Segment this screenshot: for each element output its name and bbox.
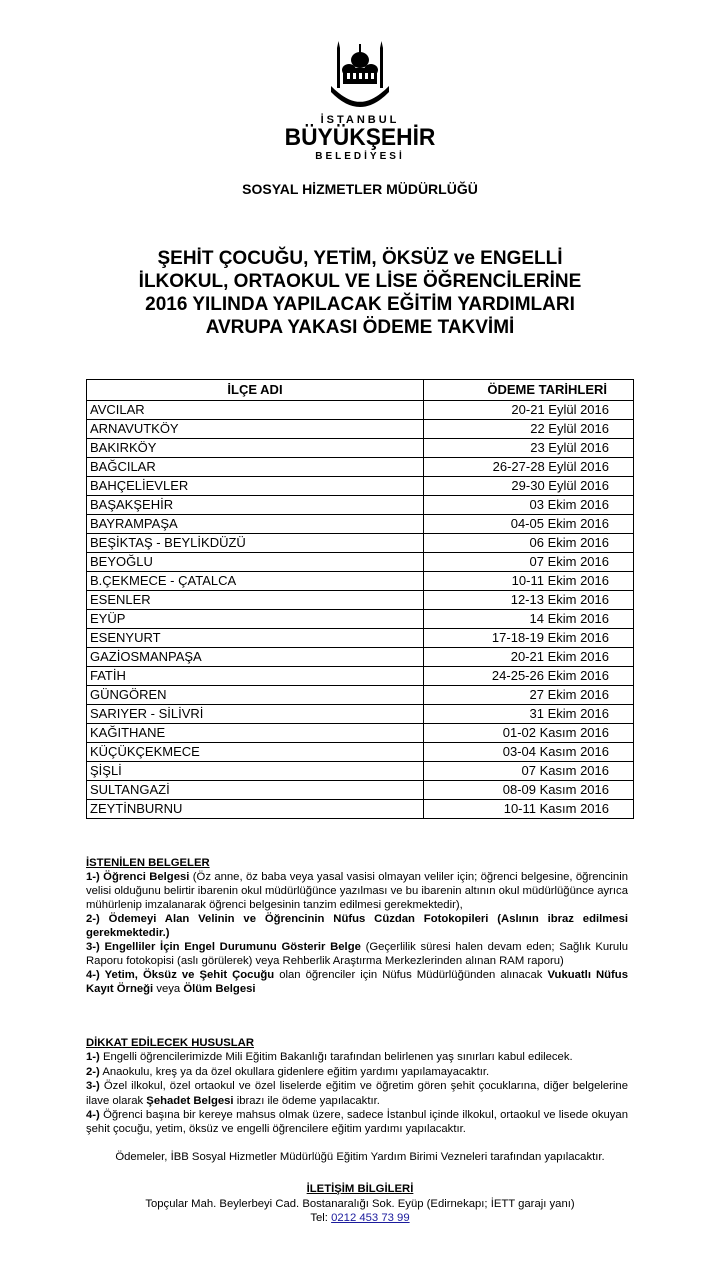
- title-line: İLKOKUL, ORTAOKUL VE LİSE ÖĞRENCİLERİNE: [138, 271, 582, 292]
- list-item: 2-) Ödemeyi Alan Velinin ve Öğrencinin Nüfus Cüzdan Fotokopileri (Aslının ibraz edilmesi gerekmektedir.): [86, 913, 628, 939]
- district-cell: SULTANGAZİ: [87, 781, 424, 800]
- district-cell: ARNAVUTKÖY: [87, 420, 424, 439]
- title-line: AVRUPA YAKASI ÖDEME TAKVİMİ: [205, 317, 515, 338]
- payment-date-cell: 14 Ekim 2016: [424, 610, 634, 629]
- payment-date-cell: 22 Eylül 2016: [424, 420, 634, 439]
- item-text: (Öz anne, öz baba veya yasal vasisi olmayan veliler için; öğrenci belgesine, öğrencinin velisi olduğunu belirtir ibarenin okul müdürlüğünce yazılması ve bu ibarenin altının okul müdürlüğünce ayrıca mühürlenip imzalanarak öğrenci belgesinin tanzim edilmesi gerekmektedir),: [86, 871, 629, 911]
- logo-text-bottom: BELEDİYESİ: [315, 151, 405, 162]
- list-item: [86, 940, 628, 968]
- section-heading: İLETİŞİM BİLGİLERİ: [306, 1183, 414, 1195]
- payment-date-cell: 29-30 Eylül 2016: [424, 477, 634, 496]
- payment-date-cell: 24-25-26 Ekim 2016: [424, 667, 634, 686]
- list-item: [86, 1065, 628, 1079]
- table-row: [87, 629, 634, 648]
- list-item: [86, 870, 628, 912]
- table-row: [87, 800, 634, 819]
- item-number: 3-): [86, 1080, 100, 1093]
- payment-date-cell: 08-09 Kasım 2016: [424, 781, 634, 800]
- item-title: 4-) Yetim, Öksüz ve Şehit Çocuğu: [86, 969, 275, 981]
- payment-date-cell: 10-11 Kasım 2016: [424, 800, 634, 819]
- logo-text-main: BÜYÜKŞEHİR: [284, 124, 436, 151]
- payment-date-cell: 12-13 Ekim 2016: [424, 591, 634, 610]
- section-heading: İSTENİLEN BELGELER: [86, 857, 210, 869]
- payment-date-cell: 10-11 Ekim 2016: [424, 572, 634, 591]
- notes-section: [86, 1036, 628, 1137]
- district-cell: FATİH: [87, 667, 424, 686]
- item-number: 2-): [86, 1065, 100, 1078]
- item-bold-text: Ölüm Belgesi: [183, 983, 256, 995]
- list-item: [86, 1079, 628, 1108]
- payment-date-cell: 31 Ekim 2016: [424, 705, 634, 724]
- item-bold-text: Vukuatlı Nüfus Kayıt Örneği: [86, 969, 628, 995]
- payment-date-cell: 07 Kasım 2016: [424, 762, 634, 781]
- table-row: [87, 762, 634, 781]
- payment-date-cell: 03-04 Kasım 2016: [424, 743, 634, 762]
- table-header-row: [87, 380, 634, 401]
- list-item: [86, 1108, 628, 1137]
- section-heading: DİKKAT EDİLECEK HUSUSLAR: [86, 1037, 254, 1049]
- department-name: SOSYAL HİZMETLER MÜDÜRLÜĞÜ: [242, 181, 478, 197]
- payment-date-cell: 20-21 Eylül 2016: [424, 401, 634, 420]
- payment-date-cell: 26-27-28 Eylül 2016: [424, 458, 634, 477]
- table-row: [87, 496, 634, 515]
- document-title: [0, 247, 720, 339]
- district-cell: ZEYTİNBURNU: [87, 800, 424, 819]
- payment-date-cell: 07 Ekim 2016: [424, 553, 634, 572]
- payment-schedule-table: [86, 379, 634, 819]
- table-row: [87, 553, 634, 572]
- table-row: [87, 610, 634, 629]
- district-cell: GAZİOSMANPAŞA: [87, 648, 424, 667]
- table-row: [87, 515, 634, 534]
- district-cell: B.ÇEKMECE - ÇATALCA: [87, 572, 424, 591]
- item-text: ibrazı ile ödeme yapılacaktır.: [236, 1094, 380, 1107]
- logo-text-top: İSTANBUL: [320, 114, 400, 126]
- item-text: Engelli öğrencilerimizde Mili Eğitim Bakanlığı tarafından belirlenen yaş sınırları kabul edilecek.: [102, 1051, 573, 1064]
- item-text: Anaokulu, kreş ya da özel okullara gidenlere eğitim yardımı yapılamayacaktır.: [102, 1065, 490, 1078]
- district-cell: BAHÇELİEVLER: [87, 477, 424, 496]
- table-row: [87, 458, 634, 477]
- table-row: [87, 648, 634, 667]
- district-cell: BAKIRKÖY: [87, 439, 424, 458]
- contact-phone-line: [0, 1211, 720, 1226]
- table-row: [87, 420, 634, 439]
- item-text: olan öğrenciler için Nüfus Müdürlüğünden alınacak: [279, 969, 543, 981]
- item-text: (Geçerlilik süresi halen devam eden; Sağlık Kurulu Raporu fotokopisi (aslı görülerek) veya Rehberlik Araştırma Merkezlerinden alınan RAM raporu): [86, 941, 628, 967]
- payment-date-cell: 03 Ekim 2016: [424, 496, 634, 515]
- district-cell: BAYRAMPAŞA: [87, 515, 424, 534]
- table-row: [87, 477, 634, 496]
- column-header-dates: ÖDEME TARİHLERİ: [424, 380, 634, 401]
- payment-date-cell: 17-18-19 Ekim 2016: [424, 629, 634, 648]
- district-cell: BAĞCILAR: [87, 458, 424, 477]
- district-cell: EYÜP: [87, 610, 424, 629]
- table-body: [87, 401, 634, 819]
- table-row: [87, 667, 634, 686]
- table-row: [87, 401, 634, 420]
- title-line: 2016 YILINDA YAPILACAK EĞİTİM YARDIMLARI: [145, 294, 575, 315]
- item-text: Özel ilkokul, özel ortaokul ve özel liselerde eğitim ve öğretim gören şehit çocuklarına, diğer belgelerine ilave olarak: [86, 1080, 628, 1107]
- item-bold-text: Şehadet Belgesi: [146, 1094, 234, 1107]
- list-item: [86, 1050, 628, 1064]
- payment-date-cell: 04-05 Ekim 2016: [424, 515, 634, 534]
- table-row: [87, 534, 634, 553]
- payment-date-cell: 27 Ekim 2016: [424, 686, 634, 705]
- title-line: ŞEHİT ÇOCUĞU, YETİM, ÖKSÜZ ve ENGELLİ: [157, 248, 563, 269]
- district-cell: BAŞAKŞEHİR: [87, 496, 424, 515]
- ibb-logo: [0, 40, 720, 162]
- district-cell: ŞİŞLİ: [87, 762, 424, 781]
- table-row: [87, 743, 634, 762]
- table-row: [87, 591, 634, 610]
- phone-label: Tel:: [310, 1212, 328, 1224]
- payment-date-cell: 06 Ekim 2016: [424, 534, 634, 553]
- district-cell: BEYOĞLU: [87, 553, 424, 572]
- district-cell: BEŞİKTAŞ - BEYLİKDÜZÜ: [87, 534, 424, 553]
- item-text: Öğrenci başına bir kereye mahsus olmak üzere, sadece İstanbul içinde ilkokul, ortaokul ve lisede okuyan şehit çocuğu, yetim, öksüz ve engelli öğrencilere eğitim yardımı yapılacaktır.: [86, 1109, 629, 1136]
- contact-section: [0, 1182, 720, 1226]
- table-row: [87, 724, 634, 743]
- district-cell: ESENYURT: [87, 629, 424, 648]
- phone-link[interactable]: 0212 453 73 99: [331, 1212, 410, 1224]
- table-row: [87, 439, 634, 458]
- item-text: veya: [156, 983, 181, 995]
- payment-date-cell: 23 Eylül 2016: [424, 439, 634, 458]
- district-cell: GÜNGÖREN: [87, 686, 424, 705]
- payment-date-cell: 01-02 Kasım 2016: [424, 724, 634, 743]
- district-cell: ESENLER: [87, 591, 424, 610]
- district-cell: KÜÇÜKÇEKMECE: [87, 743, 424, 762]
- table-row: [87, 705, 634, 724]
- payment-date-cell: 20-21 Ekim 2016: [424, 648, 634, 667]
- item-number: 1-): [86, 1051, 100, 1064]
- district-cell: KAĞITHANE: [87, 724, 424, 743]
- column-header-district: İLÇE ADI: [87, 380, 424, 401]
- table-row: [87, 572, 634, 591]
- required-documents-section: [86, 856, 628, 996]
- ibb-emblem-icon: [325, 40, 395, 112]
- contact-address: Topçular Mah. Beylerbeyi Cad. Bostanaralığı Sok. Eyüp (Edirnekapı; İETT garajı yanı): [145, 1197, 575, 1210]
- item-title: 3-) Engelliler İçin Engel Durumunu Gösterir Belge: [86, 941, 361, 953]
- list-item: [86, 968, 628, 996]
- item-title: Öğrenci Belgesi: [103, 871, 190, 883]
- district-cell: AVCILAR: [87, 401, 424, 420]
- district-cell: SARIYER - SİLİVRİ: [87, 705, 424, 724]
- item-number: 4-): [86, 1109, 100, 1122]
- table-row: [87, 686, 634, 705]
- item-number: 1-): [86, 871, 100, 883]
- payment-note: Ödemeler, İBB Sosyal Hizmetler Müdürlüğü Eğitim Yardım Birimi Vezneleri tarafından yapılacaktır.: [115, 1151, 605, 1163]
- table-row: [87, 781, 634, 800]
